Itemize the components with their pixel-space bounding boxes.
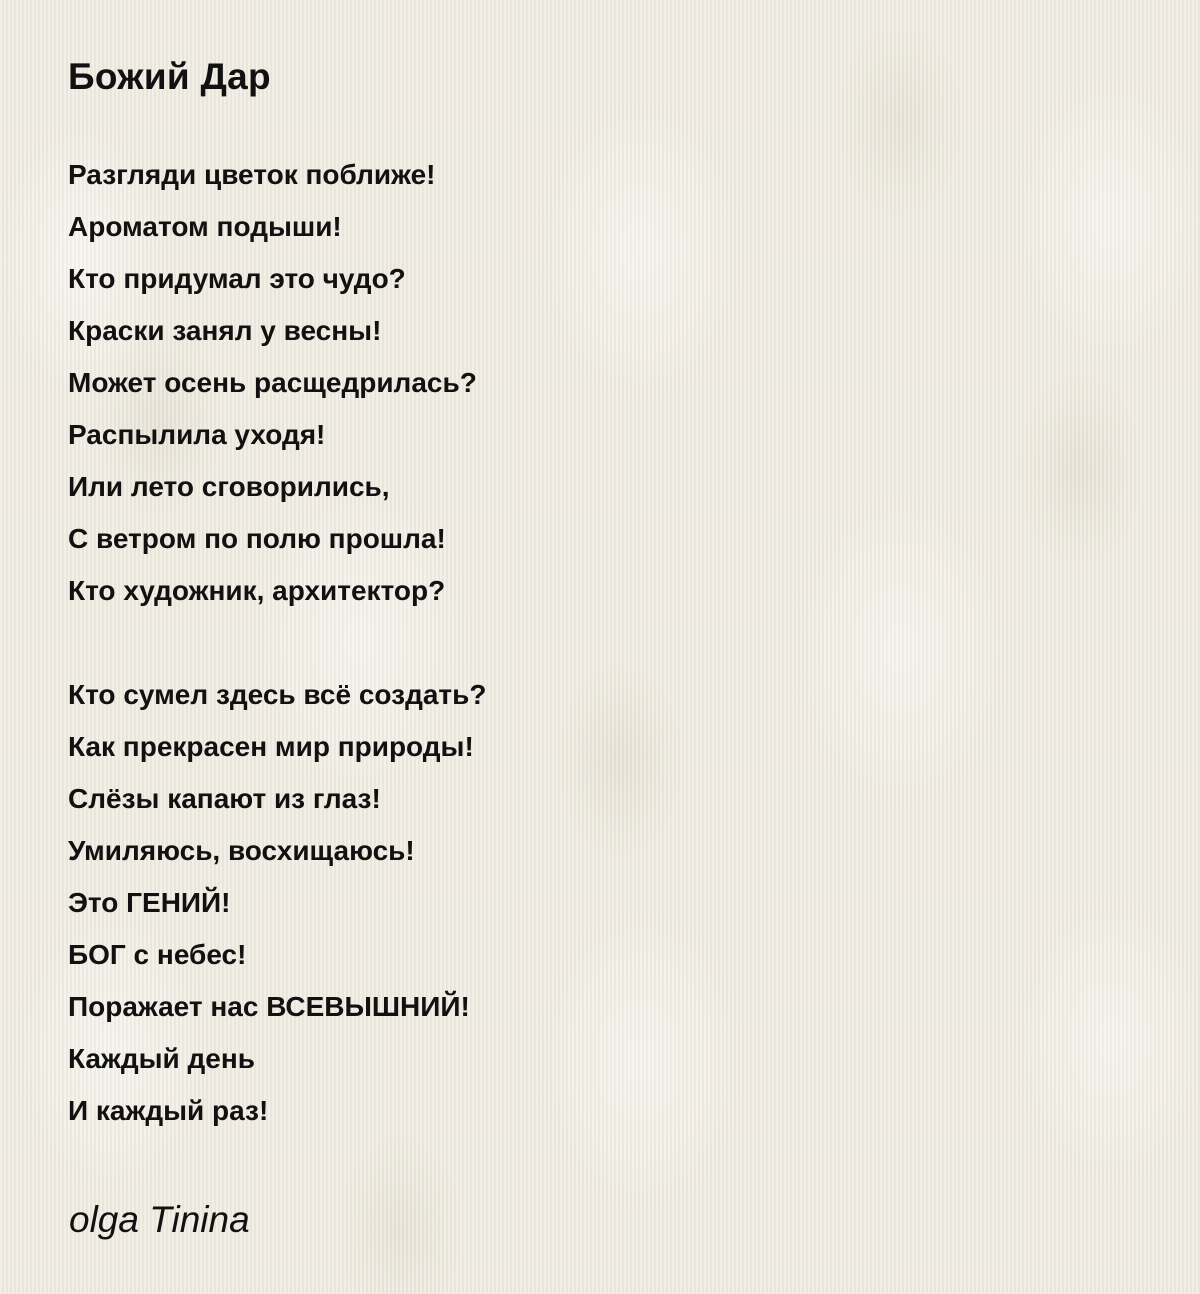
stanza-2: [68, 671, 486, 1139]
poem-line: Кто придумал это чудо?: [68, 263, 406, 294]
poem-line: Распылила уходя!: [68, 419, 326, 450]
poem-title: Божий Дар: [68, 56, 271, 97]
poem-line: С ветром по полю прошла!: [68, 523, 446, 554]
stanza-1: [68, 151, 477, 619]
poem-line: Это ГЕНИЙ!: [68, 887, 231, 918]
poem-line: БОГ с небес!: [68, 939, 247, 970]
poem-line: Разгляди цветок поближе!: [68, 159, 436, 190]
poem-line: Или лето сговорились,: [68, 471, 390, 502]
poem-line: Умиляюсь, восхищаюсь!: [68, 835, 415, 866]
poem-line: Поражает нас ВСЕВЫШНИЙ!: [68, 991, 470, 1022]
poem-line: Каждый день: [68, 1043, 256, 1074]
poem-line: Кто художник, архитектор?: [68, 575, 446, 606]
poem-line: Ароматом подыши!: [68, 211, 342, 242]
poem-line: Краски занял у весны!: [68, 315, 382, 346]
poem-line: Может осень расщедрилась?: [68, 367, 477, 398]
poem-line: И каждый раз!: [68, 1095, 269, 1126]
poem-line: Слёзы капают из глаз!: [68, 783, 381, 814]
poem-author: olga Tinina: [69, 1199, 250, 1240]
poem-line: Как прекрасен мир природы!: [68, 731, 474, 762]
poem-line: Кто сумел здесь всё создать?: [68, 679, 487, 710]
